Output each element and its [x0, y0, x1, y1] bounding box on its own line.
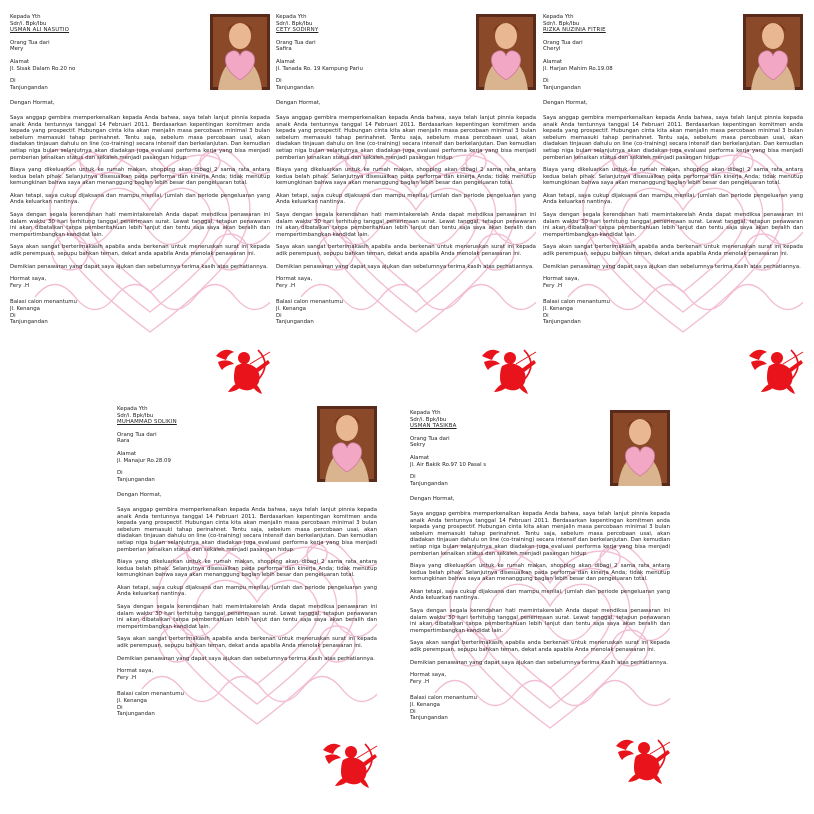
reply-street: Jl. Kenanga [117, 698, 147, 704]
paragraph-5: Saya akan sangat berterimakasih apabila anda berkenan untuk meneruskan surat ini kepada adik perempuan, sepupu bahkan teman, dekat anda apabila Anda menolak penawaran ini. [543, 244, 803, 258]
paragraph-3: Akan tetapi, saya cukup dijaksana dan mampu menilai, jumlah dan periode pengeluaran yang Anda keluarkan nantinya. [10, 192, 270, 206]
to-header: Kepada Yth [276, 14, 307, 20]
closing-block [10, 276, 270, 289]
city: Tanjungandan [117, 476, 155, 483]
reply-label: Balasi calon menantumu [276, 299, 343, 306]
signature: Fery .H [410, 678, 430, 685]
parent-label: Orang Tua dari [117, 431, 157, 438]
letter-1 [10, 14, 278, 406]
recipient-name: CETY SODIRNY [276, 27, 319, 34]
parent-value: Safira [276, 46, 292, 53]
reply-label: Balasi calon menantumu [10, 299, 77, 306]
city-prefix: Di [276, 78, 282, 85]
address-label: Alamat [117, 450, 137, 457]
reply-city: Tanjungandan [276, 319, 314, 326]
greeting: Dengan Hormat, [543, 100, 588, 107]
paragraph-2: Biaya yang dikeluarkan untuk ke rumah makan, shopping akan dibagi 2 sama rata antara kedua belah pihak. Selanjutnya disesuaikan pada performa dan kinerja Anda; tidak menutup kemungkinan bahwa saya akan menanggung bagian lebih besar dan pengeluaran total. [117, 559, 377, 579]
to-header: Kepada Yth [117, 406, 148, 412]
parent-label: Orang Tua dari [10, 39, 50, 46]
portrait-image [317, 406, 377, 482]
cupid-icon [214, 344, 272, 396]
city-prefix: Di [117, 470, 123, 477]
address-label: Alamat [10, 58, 30, 65]
paragraph-6: Demikian penawaran yang dapat saya ajukan dan sebelumnya terima kasih atas perhatiannya. [117, 655, 375, 662]
portrait-image [610, 410, 670, 486]
letter-2 [276, 14, 544, 406]
signature: Fery .H [543, 282, 563, 289]
paragraph-1: Saya anggap gembira memperkenalkan kepada Anda bahwa, saya telah lanjut pinnia kepada anaik Anda tentunnya tanggal 14 Februari 2011. Berdasarkan kepentingan komitmen anda kepada yang prospectif. Hubungan cinta kita akan menjalin masa percobaan minimal 3 bulan sebelum memasuki tahap perinahnet. Tentu saja, sebelum masa percobaan usai, akan diadakan tinjauan dahulu on line (co-training) secara intensif dan berkelanjutan. Dan kemudian setiap niga bulan selanjutnya akan diadakan juga evaluasi performa kerja yang bisa menjadi pemberian kenaikan status dan sekaleh menjadi pasangan hidup. [276, 114, 536, 161]
greeting: Dengan Hormat, [410, 496, 455, 503]
reply-street: Jl. Kenanga [10, 306, 40, 312]
reply-block [276, 299, 536, 325]
reply-prefix: Di [276, 312, 282, 319]
signature: Fery .H [276, 282, 296, 289]
parent-value: Rara [117, 438, 130, 445]
reply-street: Jl. Kenanga [543, 306, 573, 312]
reply-prefix: Di [410, 708, 416, 715]
city: Tanjungandan [543, 84, 581, 91]
to-header: Kepada Yth [10, 14, 41, 20]
signature: Fery .H [117, 674, 137, 681]
paragraph-6: Demikian penawaran yang dapat saya ajukan dan sebelumnya terima kasih atas perhatiannya. [276, 263, 534, 270]
reply-city: Tanjungandan [10, 319, 48, 326]
to-title: Sdr/i. Bpk/Ibu [543, 20, 580, 27]
parent-label: Orang Tua dari [276, 39, 316, 46]
recipient-name: MUHAMMAD SOLIKIN [117, 419, 177, 426]
paragraph-3: Akan tetapi, saya cukup dijaksana dan mampu menilai, jumlah dan periode pengeluaran yang Anda keluarkan nantinya. [543, 192, 803, 206]
address-value: Jl. Harjan Mahim Ro.19.08 [543, 65, 613, 72]
reply-block [543, 299, 803, 325]
cupid-icon [321, 738, 379, 790]
closing: Hormat saya, [543, 276, 580, 283]
recipient-name: RIZKA NUZINIA FITRIE [543, 27, 606, 34]
paragraph-5: Saya akan sangat berterimakasih apabila anda berkenan untuk meneruskan surat ini kepada adik perempuan, sepupu bahkan teman, dekat anda apabila Anda menolak penawaran ini. [276, 244, 536, 258]
paragraph-5: Saya akan sangat berterimakasih apabila anda berkenan untuk meneruskan surat ini kepada adik perempuan, sepupu bahkan teman, dekat anda apabila Anda menolak penawaran ini. [117, 636, 377, 650]
to-header: Kepada Yth [543, 14, 574, 20]
paragraph-1: Saya anggap gembira memperkenalkan kepada Anda bahwa, saya telah lanjut pinnia kepada anaik Anda tentunnya tanggal 14 Februari 2011. Berdasarkan kepentingan komitmen anda kepada yang prospectif. Hubungan cinta kita akan menjalin masa percobaan minimal 3 bulan sebelum memasuki tahap perinahnet. Tentu saja, sebelum masa percobaan usai, akan diadakan tinjauan dahulu on line (co-training) secara intensif dan berkelanjutan. Dan kemudian setiap niga bulan selanjutnya akan diadakan juga evaluasi performa kerja yang bisa menjadi pemberian kenaikan status dan sekaleh menjadi pasangan hidup. [10, 114, 270, 161]
to-title: Sdr/i. Bpk/Ibu [410, 416, 447, 423]
reply-city: Tanjungandan [410, 715, 448, 722]
paragraph-2: Biaya yang dikeluarkan untuk ke rumah makan, shopping akan dibagi 2 sama rata antara kedua belah pihak. Selanjutnya disesuaikan pada performa dan kinerja Anda; tidak menutup kemungkinan bahwa saya akan menanggung bagian lebih besar dan pengeluaran total. [410, 563, 670, 583]
to-title: Sdr/i. Bpk/Ibu [276, 20, 313, 27]
city: Tanjungandan [10, 84, 48, 91]
reply-street: Jl. Kenanga [276, 306, 306, 312]
reply-label: Balasi calon menantumu [543, 299, 610, 306]
parent-value: Cheryl [543, 46, 561, 53]
address-label: Alamat [410, 454, 430, 461]
closing-block [117, 668, 377, 681]
paragraph-2: Biaya yang dikeluarkan untuk ke rumah makan, shopping akan dibagi 2 sama rata antara kedua belah pihak. Selanjutnya disesuaikan pada performa dan kinerja Anda; tidak menutup kemungkinan bahwa saya akan menanggung bagian lebih besar dan pengeluaran total. [10, 167, 270, 187]
parent-value: Mery [10, 46, 24, 53]
portrait-image [476, 14, 536, 90]
cupid-icon [747, 344, 805, 396]
portrait-image [743, 14, 803, 90]
greeting: Dengan Hormat, [10, 100, 55, 107]
greeting: Dengan Hormat, [117, 492, 162, 499]
city-prefix: Di [10, 78, 16, 85]
paragraph-4: Saya dengan segala kerendahan hati memintakerelah Anda dapat mendiksa penawaran ini dalam waktu 30 hari terhitung tanggal penerimaan surat. Lewat tanggal, tetapun penawaran ini akan dibatalkan tanpa pemberitahuan lebih lanjut dan tentu saja saya akan beralih dan mempertimbangkan kandidat lain. [410, 608, 670, 634]
to-title: Sdr/i. Bpk/Ibu [117, 412, 154, 419]
reply-prefix: Di [10, 312, 16, 319]
closing: Hormat saya, [117, 668, 154, 675]
city: Tanjungandan [410, 480, 448, 487]
recipient-name: USMAN ALI NASUTIO [10, 27, 70, 34]
paragraph-1: Saya anggap gembira memperkenalkan kepada Anda bahwa, saya telah lanjut pinnia kepada anaik Anda tentunnya tanggal 14 Februari 2011. Berdasarkan kepentingan komitmen anda kepada yang prospectif. Hubungan cinta kita akan menjalin masa percobaan minimal 3 bulan sebelum memasuki tahap perinahnet. Tentu saja, sebelum masa percobaan usai, akan diadakan tinjauan dahulu on line (co-training) secara intensif dan berkelanjutan. Dan kemudian setiap niga bulan selanjutnya akan diadakan juga evaluasi performa kerja yang bisa menjadi pemberian kenaikan status dan sekaleh menjadi pasangan hidup. [543, 114, 803, 161]
reply-block [10, 299, 270, 325]
recipient-name: USMAN TASIKBA [410, 423, 457, 430]
paragraph-5: Saya akan sangat berterimakasih apabila anda berkenan untuk meneruskan surat ini kepada adik perempuan, sepupu bahkan teman, dekat anda apabila Anda menolak penawaran ini. [410, 640, 670, 654]
address-value: Jl. Air Bakik Ro.97 10 Pasal s [410, 461, 487, 468]
signature: Fery .H [10, 282, 30, 289]
paragraph-4: Saya dengan segala kerendahan hati memintakerelah Anda dapat mendiksa penawaran ini dalam waktu 30 hari terhitung tanggal penerimaan surat. Lewat tanggal, tetapun penawaran ini akan dibatalkan tanpa pemberitahuan lebih lanjut dan tentu saja saya akan beralih dan mempertimbangkan kandidat lain. [10, 212, 270, 238]
greeting: Dengan Hormat, [276, 100, 321, 107]
reply-city: Tanjungandan [117, 711, 155, 718]
letter-5 [410, 410, 678, 802]
reply-street: Jl. Kenanga [410, 702, 440, 708]
paragraph-4: Saya dengan segala kerendahan hati memintakerelah Anda dapat mendiksa penawaran ini dalam waktu 30 hari terhitung tanggal penerimaan surat. Lewat tanggal, tetapun penawaran ini akan dibatalkan tanpa pemberitahuan lebih lanjut dan tentu saja saya akan beralih dan mempertimbangkan kandidat lain. [117, 604, 377, 630]
reply-block [410, 695, 670, 721]
to-header: Kepada Yth [410, 410, 441, 416]
closing-block [410, 672, 670, 685]
city-prefix: Di [410, 474, 416, 481]
reply-prefix: Di [117, 704, 123, 711]
reply-prefix: Di [543, 312, 549, 319]
parent-label: Orang Tua dari [410, 435, 450, 442]
paragraph-1: Saya anggap gembira memperkenalkan kepada Anda bahwa, saya telah lanjut pinnia kepada anaik Anda tentunnya tanggal 14 Februari 2011. Berdasarkan kepentingan komitmen anda kepada yang prospectif. Hubungan cinta kita akan menjalin masa percobaan minimal 3 bulan sebelum memasuki tahap perinahnet. Tentu saja, sebelum masa percobaan usai, akan diadakan tinjauan dahulu on line (co-training) secara intensif dan berkelanjutan. Dan kemudian setiap niga bulan selanjutnya akan diadakan juga evaluasi performa kerja yang bisa menjadi pemberian kenaikan status dan sekaleh menjadi pasangan hidup. [117, 506, 377, 553]
cupid-icon [480, 344, 538, 396]
address-value: Jl. Sisak Dalam Ro.20 no [10, 65, 76, 72]
paragraph-4: Saya dengan segala kerendahan hati memintakerelah Anda dapat mendiksa penawaran ini dalam waktu 30 hari terhitung tanggal penerimaan surat. Lewat tanggal, tetapun penawaran ini akan dibatalkan tanpa pemberitahuan lebih lanjut dan tentu saja saya akan beralih dan mempertimbangkan kandidat lain. [276, 212, 536, 238]
paragraph-6: Demikian penawaran yang dapat saya ajukan dan sebelumnya terima kasih atas perhatiannya. [410, 659, 668, 666]
city-prefix: Di [543, 78, 549, 85]
cupid-icon [614, 734, 672, 786]
reply-city: Tanjungandan [543, 319, 581, 326]
reply-label: Balasi calon menantumu [117, 691, 184, 698]
address-label: Alamat [543, 58, 563, 65]
address-value: Jl. Tanada Ro. 19 Kampung Pariu [276, 65, 363, 72]
closing: Hormat saya, [10, 276, 47, 283]
city: Tanjungandan [276, 84, 314, 91]
parent-label: Orang Tua dari [543, 39, 583, 46]
closing: Hormat saya, [410, 672, 447, 679]
to-title: Sdr/i. Bpk/Ibu [10, 20, 47, 27]
closing: Hormat saya, [276, 276, 313, 283]
paragraph-4: Saya dengan segala kerendahan hati memintakerelah Anda dapat mendiksa penawaran ini dalam waktu 30 hari terhitung tanggal penerimaan surat. Lewat tanggal, tetapun penawaran ini akan dibatalkan tanpa pemberitahuan lebih lanjut dan tentu saja saya akan beralih dan mempertimbangkan kandidat lain. [543, 212, 803, 238]
paragraph-2: Biaya yang dikeluarkan untuk ke rumah makan, shopping akan dibagi 2 sama rata antara kedua belah pihak. Selanjutnya disesuaikan pada performa dan kinerja Anda; tidak menutup kemungkinan bahwa saya akan menanggung bagian lebih besar dan pengeluaran total. [543, 167, 803, 187]
closing-block [543, 276, 803, 289]
letter-3 [543, 14, 811, 406]
paragraph-6: Demikian penawaran yang dapat saya ajukan dan sebelumnya terima kasih atas perhatiannya. [10, 263, 268, 270]
paragraph-3: Akan tetapi, saya cukup dijaksana dan mampu menilai, jumlah dan periode pengeluaran yang Anda keluarkan nantinya. [410, 588, 670, 602]
reply-block [117, 691, 377, 717]
paragraph-6: Demikian penawaran yang dapat saya ajukan dan sebelumnya terima kasih atas perhatiannya. [543, 263, 801, 270]
parent-value: Sekry [410, 442, 426, 449]
paragraph-3: Akan tetapi, saya cukup dijaksana dan mampu menilai, jumlah dan periode pengeluaran yang Anda keluarkan nantinya. [276, 192, 536, 206]
paragraph-2: Biaya yang dikeluarkan untuk ke rumah makan, shopping akan dibagi 2 sama rata antara kedua belah pihak. Selanjutnya disesuaikan pada performa dan kinerja Anda; tidak menutup kemungkinan bahwa saya akan menanggung bagian lebih besar dan pengeluaran total. [276, 167, 536, 187]
address-value: Jl. Manajur Ro.28.09 [117, 457, 171, 464]
portrait-image [210, 14, 270, 90]
closing-block [276, 276, 536, 289]
paragraph-1: Saya anggap gembira memperkenalkan kepada Anda bahwa, saya telah lanjut pinnia kepada anaik Anda tentunnya tanggal 14 Februari 2011. Berdasarkan kepentingan komitmen anda kepada yang prospectif. Hubungan cinta kita akan menjalin masa percobaan minimal 3 bulan sebelum memasuki tahap perinahnet. Tentu saja, sebelum masa percobaan usai, akan diadakan tinjauan dahulu on line (co-training) secara intensif dan berkelanjutan. Dan kemudian setiap niga bulan selanjutnya akan diadakan juga evaluasi performa kerja yang bisa menjadi pemberian kenaikan status dan sekaleh menjadi pasangan hidup. [410, 510, 670, 557]
reply-label: Balasi calon menantumu [410, 695, 477, 702]
address-label: Alamat [276, 58, 296, 65]
letter-4 [117, 406, 385, 798]
paragraph-5: Saya akan sangat berterimakasih apabila anda berkenan untuk meneruskan surat ini kepada adik perempuan, sepupu bahkan teman, dekat anda apabila Anda menolak penawaran ini. [10, 244, 270, 258]
paragraph-3: Akan tetapi, saya cukup dijaksana dan mampu menilai, jumlah dan periode pengeluaran yang Anda keluarkan nantinya. [117, 584, 377, 598]
